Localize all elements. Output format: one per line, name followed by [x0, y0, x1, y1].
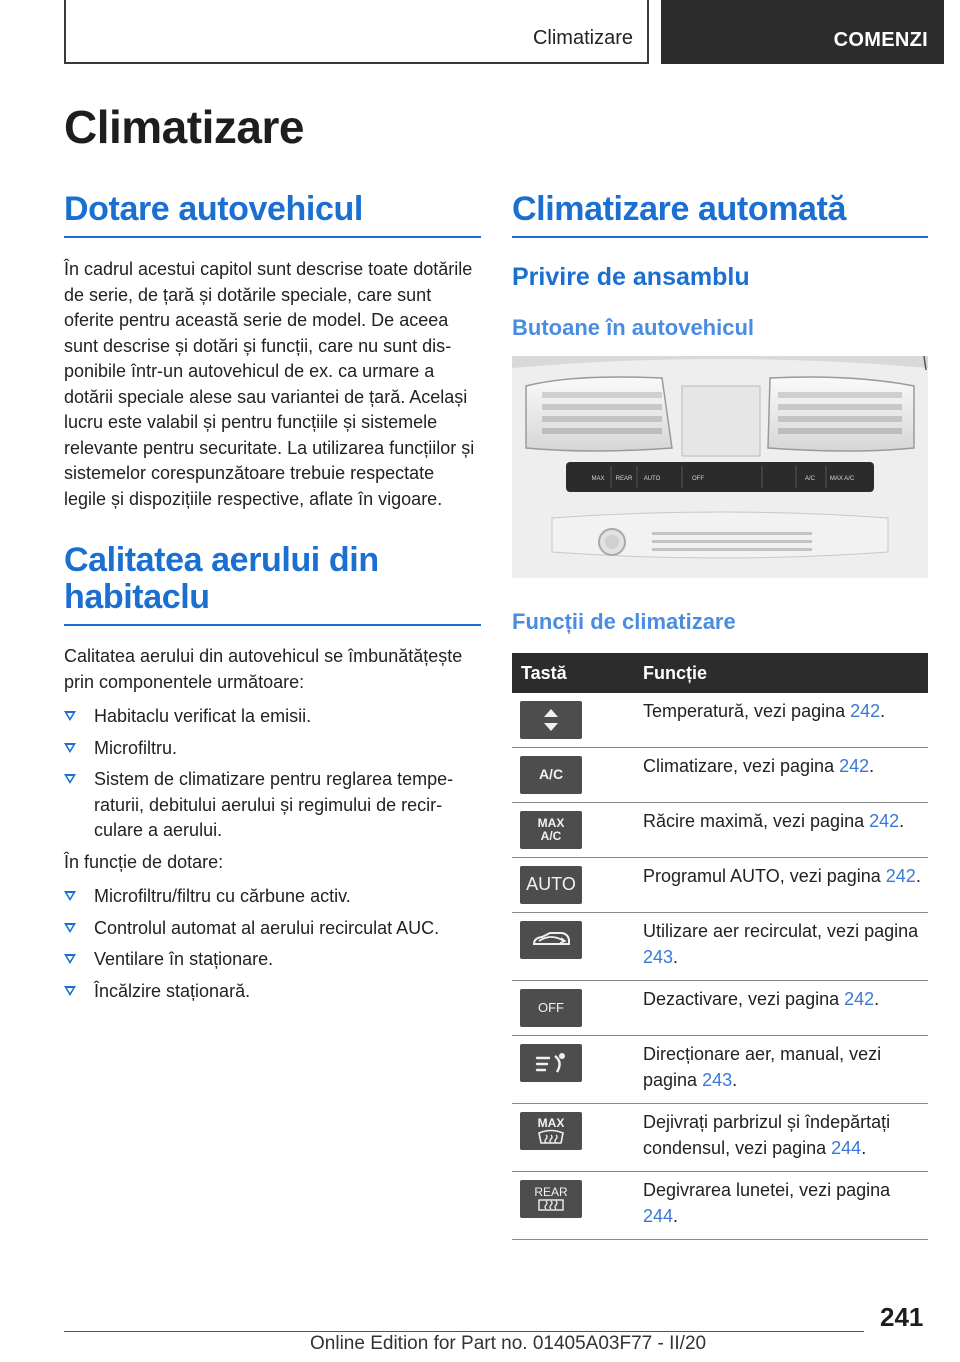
- bullet-triangle-icon: [64, 743, 76, 753]
- subtitle-functii: Funcții de climatizare: [512, 609, 736, 634]
- function-text: Răcire maximă, vezi pagina 242.: [634, 803, 928, 858]
- climate-panel-photo: [512, 356, 928, 578]
- off-icon: OFF: [520, 989, 582, 1027]
- bullet-triangle-icon: [64, 923, 76, 933]
- panel-button-rear: REAR: [615, 476, 633, 482]
- list-item: Controlul automat al aerului recirculat AUC.: [64, 916, 481, 942]
- table-row: [512, 748, 928, 803]
- right-air-vent: [768, 377, 914, 451]
- page-number: 241: [880, 1302, 924, 1332]
- function-text: Climatizare, vezi pagina 242.: [634, 748, 928, 803]
- auto-icon: AUTO: [520, 866, 582, 904]
- page-link[interactable]: 242: [839, 756, 870, 776]
- ac-icon: A/C: [520, 756, 582, 794]
- function-text: Dejivrați parbrizul și îndepărtați condensul, vezi pagina 244.: [634, 1104, 928, 1172]
- column-header-tasta: Tastă: [512, 653, 634, 693]
- list-item: Sistem de climatizare pentru reglarea temperaturii, debitului aerului și regimului de recirculare a aerului.: [64, 767, 481, 844]
- bullet-triangle-icon: [64, 986, 76, 996]
- optional-equipment-list: [64, 884, 481, 1004]
- rear-defrost-icon: REAR: [520, 1180, 582, 1218]
- table-row: [512, 858, 928, 913]
- left-air-vent: [526, 377, 672, 451]
- list-item: Ventilare în staționare.: [64, 947, 481, 973]
- left-column: [64, 190, 481, 1010]
- bullet-triangle-icon: [64, 711, 76, 721]
- table-row: [512, 1036, 928, 1104]
- function-text: Dezactivare, vezi pagina 242.: [634, 981, 928, 1036]
- header-chapter-label: COMENZI: [833, 29, 928, 51]
- function-text: Utilizare aer recirculat, vezi pagina 243.: [634, 913, 928, 981]
- function-text: Degivrarea lunetei, vezi pagina 244.: [634, 1172, 928, 1240]
- page-link[interactable]: 243: [702, 1069, 733, 1090]
- section-title-dotare: Dotare autovehicul: [64, 190, 481, 238]
- header-section-label: Climatizare: [532, 27, 633, 49]
- footer-divider: [64, 1331, 864, 1332]
- column-header-functie: Funcție: [634, 653, 928, 693]
- functions-table: [512, 653, 928, 1240]
- calitatea-list: [64, 704, 481, 844]
- function-text: Programul AUTO, vezi pagina 242.: [634, 858, 928, 913]
- header-chapter-tab: [661, 0, 944, 64]
- header-section-tab: [64, 0, 649, 64]
- table-row: [512, 913, 928, 981]
- table-header-row: [512, 653, 928, 693]
- dotare-paragraph: În cadrul acestui capitol sunt descrise toate dotările de serie, de țară și dotările speciale, care sunt oferite pentru această serie de model. De aceea sunt descrise și dotări și funcții, care nu sunt disponibile într-un autovehicul de ex. ca urmare a dotării speciale alese sau variantei de țară. Același lucru este valabil și pentru funcțiile și sistemele relevante pentru securitate. La utilizarea funcțiilor și sistemelor corespunzătoare trebuie respectate legile și dispozițiile respective, aflate în vigoare.: [64, 259, 475, 509]
- dotare-dependent-paragraph: În funcție de dotare:: [64, 851, 224, 872]
- climate-panel-illustration: [512, 356, 928, 578]
- table-row: [512, 1172, 928, 1240]
- page-link[interactable]: 242: [850, 701, 881, 721]
- page-link[interactable]: 243: [643, 946, 674, 967]
- panel-button-ac: A/C: [804, 476, 816, 482]
- calitatea-paragraph: Calitatea aerului din autovehicul se îmbunătățește prin componentele următoare:: [64, 646, 463, 692]
- table-row: [512, 693, 928, 748]
- list-item: Habitaclu verificat la emisii.: [64, 704, 481, 730]
- page-link[interactable]: 244: [643, 1205, 674, 1226]
- function-text: Direcționare aer, manual, vezi pagina 243.: [634, 1036, 928, 1104]
- max-defrost-icon: MAX: [520, 1112, 582, 1150]
- bullet-triangle-icon: [64, 891, 76, 901]
- subtitle-butoane: Butoane în autovehicul: [512, 315, 755, 340]
- list-item: Încălzire staționară.: [64, 979, 481, 1005]
- recirculation-icon: [520, 921, 582, 959]
- page-link[interactable]: 242: [885, 866, 916, 886]
- panel-button-off: OFF: [692, 476, 704, 482]
- temperature-arrows-icon: [520, 701, 582, 739]
- section-title-calitatea: Calitatea aerului din habitaclu: [64, 542, 481, 626]
- panel-button-auto: AUTO: [643, 476, 661, 482]
- subtitle-privire: Privire de ansamblu: [512, 263, 750, 291]
- table-row: [512, 981, 928, 1036]
- panel-button-max: MAX: [591, 476, 605, 482]
- list-item: Microfiltru/filtru cu cărbune activ.: [64, 884, 481, 910]
- air-direction-icon: [520, 1044, 582, 1082]
- table-row: [512, 803, 928, 858]
- right-column: [512, 190, 928, 1240]
- function-text: Temperatură, vezi pagina 242.: [634, 693, 928, 748]
- page-link[interactable]: 242: [869, 811, 900, 831]
- page-link[interactable]: 242: [844, 989, 875, 1009]
- table-row: [512, 1104, 928, 1172]
- bullet-triangle-icon: [64, 954, 76, 964]
- panel-button-max-ac: MAX A/C: [829, 476, 855, 482]
- section-title-climatizare-automata: Climatizare automată: [512, 190, 928, 238]
- page-link[interactable]: 244: [831, 1137, 862, 1158]
- page-title: Climatizare: [64, 101, 304, 153]
- bullet-triangle-icon: [64, 774, 76, 784]
- max-ac-icon: MAX A/C: [520, 811, 582, 849]
- footer-edition: Online Edition for Part no. 01405A03F77 - II/20: [310, 1333, 707, 1354]
- list-item: Microfiltru.: [64, 736, 481, 762]
